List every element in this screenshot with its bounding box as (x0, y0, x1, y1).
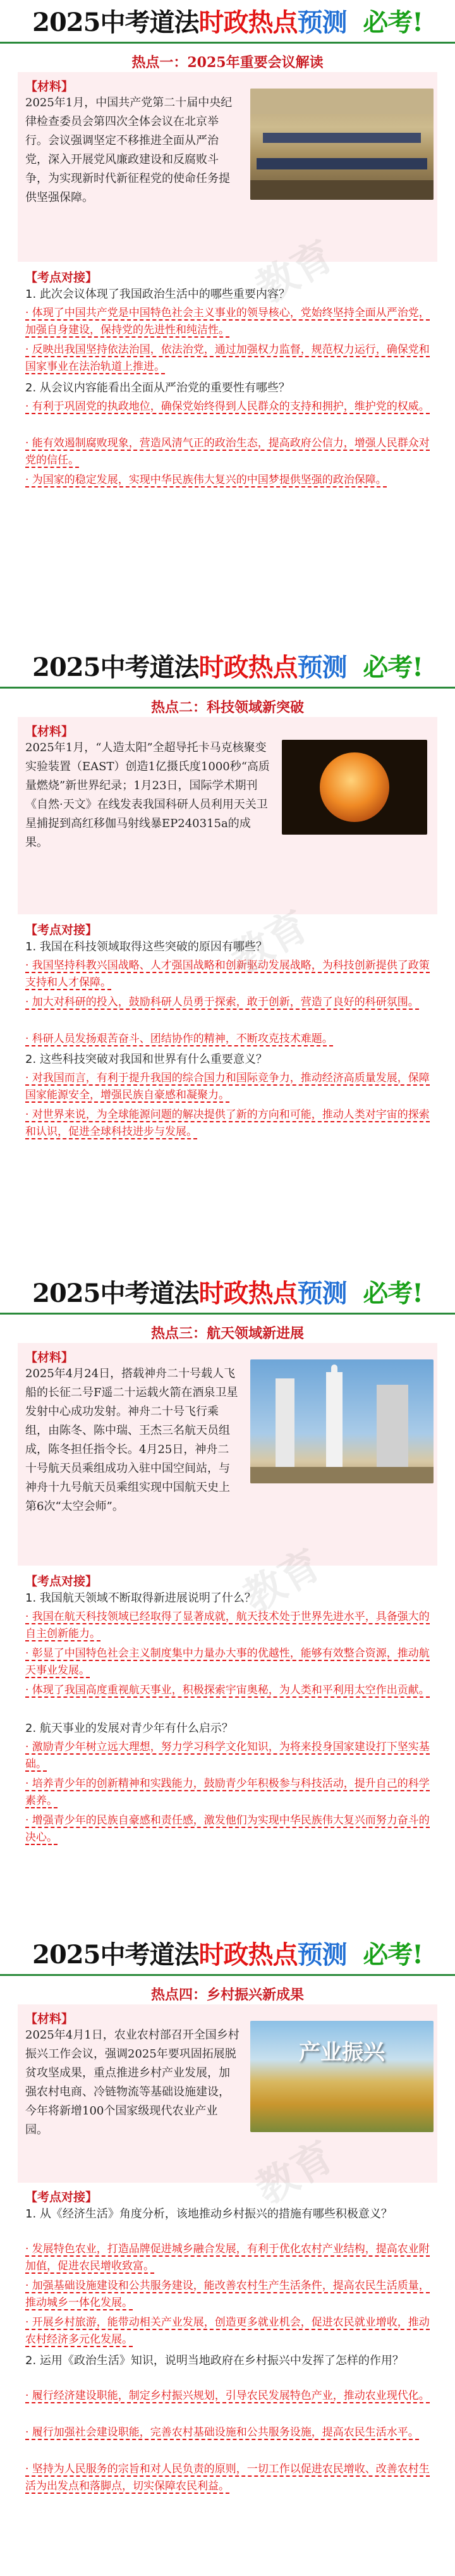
answer-2-2: · 能有效遏制腐败现象，营造风清气正的政治生态，提高政府公信力，增强人民群众对党的信任。 (25, 437, 430, 467)
exam-label: 【考点对接】 (25, 923, 98, 937)
answer-2-1: · 激励青少年树立远大理想，努力学习科学文化知识，为将来投身国家建设打下坚实基础。 (25, 1741, 430, 1770)
answer-2-3: · 增强青少年的民族自豪感和责任感，激发他们为实现中华民族伟大复兴而努力奋斗的决心。 (25, 1814, 430, 1844)
section-title: 2025中考道法时政热点预测 必考! (32, 1940, 423, 1970)
rural-photo-text: 产业振兴 (299, 2040, 385, 2065)
section-title: 2025中考道法时政热点预测 必考! (32, 653, 423, 682)
question-2: 2. 航天事业的发展对青少年有什么启示？ (25, 1722, 233, 1735)
answer-1-3: · 科研人员发扬艰苦奋斗、团结协作的精神，不断攻克技术难题。 (25, 1033, 333, 1045)
answer-2-2: · 履行加强社会建设职能，完善农村基础设施和公共服务设施，提高农民生活水平。 (25, 2426, 419, 2439)
hot-topic-heading: 热点一：2025年重要会议解读 (131, 54, 324, 71)
answer-2-2: · 对世界来说，为全球能源问题的解决提供了新的方向和可能，推动人类对宇宙的探索和认识，促进全球科技进步与发展。 (25, 1108, 430, 1138)
exam-label: 【考点对接】 (25, 1574, 98, 1588)
question-2: 2. 这些科技突破对我国和世界有什么重要意义？ (25, 1053, 267, 1066)
answer-1-2: · 加大对科研的投入，鼓励科研人员勇于探索，敢于创新，营造了良好的科研氛围。 (25, 996, 419, 1009)
meeting-photo (250, 89, 434, 200)
material-text: 2025年4月1日，农业农村部召开全国乡村振兴工作会议，强调2025年要巩固拓展脱贫攻坚成果，重点推进乡村产业发展，加强农村电商、冷链物流等基础设施建设，今年将新增100个国家级现代农业产业园。 (25, 2028, 240, 2137)
rural-photo (250, 2021, 434, 2132)
material-text: 2025年1月，“人造太阳”全超导托卡马克核聚变实验装置（EAST）创造1亿摄氏度1000秒“高质量燃烧”新世界纪录；1月23日，国际学术期刊《自然·天文》在线发表我国科研人员利用天关卫星捕捉到高红移伽马射线暴EP240315a的成果。 (25, 741, 270, 849)
answer-1-2: · 彰显了中国特色社会主义制度集中力量办大事的优越性，能够有效整合资源，推动航天事业发展。 (25, 1647, 430, 1677)
question-1: 1. 我国航天领域不断取得新进展说明了什么？ (25, 1592, 256, 1605)
title-underline (0, 1313, 455, 1315)
title-underline (0, 687, 455, 689)
section-title: 2025中考道法时政热点预测 必考! (32, 1279, 423, 1308)
title-underline (0, 42, 455, 44)
exam-label: 【考点对接】 (25, 271, 98, 285)
material-label: 【材料】 (25, 725, 74, 739)
answer-1-2: · 反映出我国坚持依法治国，依法治党，通过加强权力监督，规范权力运行，确保党和国家事业在法治轨道上推进。 (25, 343, 430, 373)
watermark: 教育 (248, 231, 342, 314)
answer-1-1: · 体现了中国共产党是中国特色社会主义事业的领导核心，党始终坚持全面从严治党，加强自身建设，保持党的先进性和纯洁性。 (25, 307, 430, 336)
question-2: 2. 从会议内容能看出全面从严治党的重要性有哪些？ (25, 381, 290, 395)
title-underline (0, 1974, 455, 1976)
question-2: 2. 运用《政治生活》知识，说明当地政府在乡村振兴中发挥了怎样的作用？ (25, 2354, 404, 2367)
material-label: 【材料】 (25, 1351, 74, 1365)
watermark: 教育 (235, 1540, 329, 1622)
hot-topic-heading: 热点二：科技领域新突破 (150, 699, 304, 716)
answer-2-3: · 为国家的稳定发展，实现中华民族伟大复兴的中国梦提供坚强的政治保障。 (25, 474, 387, 486)
answer-2-1: · 有利于巩固党的执政地位，确保党始终得到人民群众的支持和拥护，维护党的权威。 (25, 400, 430, 413)
exam-label: 【考点对接】 (25, 2190, 98, 2204)
material-text: 2025年1月，中国共产党第二十届中央纪律检查委员会第四次全体会议在北京举行。会议强调坚定不移推进全面从严治党，深入开展党风廉政建设和反腐败斗争，为实现新时代新征程党的使命任务提供坚强保障。 (25, 96, 233, 204)
material-label: 【材料】 (25, 2012, 74, 2026)
watermark: 教育 (222, 902, 317, 984)
answer-2-1: · 对我国而言，有利于提升我国的综合国力和国际竞争力，推动经济高质量发展，保障国家能源安全，增强民族自豪感和凝聚力。 (25, 1072, 430, 1101)
watermark: 教育 (248, 2132, 342, 2214)
answer-1-3: · 体现了我国高度重视航天事业，积极探索宇宙奥秘，为人类和平利用太空作出贡献。 (25, 1684, 430, 1696)
answer-2-3: · 坚持为人民服务的宗旨和对人民负责的原则，一切工作以促进农民增收、改善农村生活为出发点和落脚点，切实保障农民利益。 (25, 2463, 430, 2493)
answer-1-1: · 发展特色农业，打造品牌促进城乡融合发展，有利于优化农村产业结构，提高农业附加值，促进农民增收致富。 (25, 2243, 430, 2272)
rocket-photo (250, 1359, 434, 1483)
answer-2-2: · 培养青少年的创新精神和实践能力，鼓励青少年积极参与科技活动，提升自己的科学素养。 (25, 1777, 430, 1807)
hot-topic-heading: 热点三：航天领域新进展 (150, 1325, 304, 1342)
hot-topic-heading: 热点四：乡村振兴新成果 (150, 1987, 304, 2003)
section-title: 2025中考道法时政热点预测 必考! (32, 8, 423, 37)
answer-2-1: · 履行经济建设职能，制定乡村振兴规划，引导农民发展特色产业，推动农业现代化。 (25, 2389, 430, 2402)
question-1: 1. 此次会议体现了我国政治生活中的哪些重要内容？ (25, 288, 290, 301)
question-1: 1. 从《经济生活》角度分析，该地推动乡村振兴的措施有哪些积极意义？ (25, 2207, 392, 2221)
material-text: 2025年4月24日，搭载神舟二十号载人飞船的长征二号F遥二十运载火箭在酒泉卫星发射中心成功发射。神舟二十号飞行乘组，由陈冬、陈中瑞、王杰三名航天员组成，陈冬担任指令长。4月25日，神舟二十号航天员乘组成功入驻中国空间站，与神舟十九号航天员乘组实现中国航天史上第6次“太空会师”。 (25, 1367, 238, 1513)
answer-1-1: · 我国在航天科技领域已经取得了显著成就，航天技术处于世界先进水平，具备强大的自主创新能力。 (25, 1610, 430, 1640)
fusion-photo (282, 740, 427, 835)
answer-1-1: · 我国坚持科教兴国战略、人才强国战略和创新驱动发展战略，为科技创新提供了政策支持和人才保障。 (25, 959, 430, 989)
material-label: 【材料】 (25, 80, 74, 94)
answer-1-2: · 加强基础设施建设和公共服务建设，能改善农村生产生活条件，提高农民生活质量，推动城乡一体化发展。 (25, 2279, 430, 2309)
answer-1-3: · 开展乡村旅游，能带动相关产业发展，创造更多就业机会，促进农民就业增收，推动农村经济多元化发展。 (25, 2316, 430, 2346)
question-1: 1. 我国在科技领域取得这些突破的原因有哪些？ (25, 940, 267, 954)
